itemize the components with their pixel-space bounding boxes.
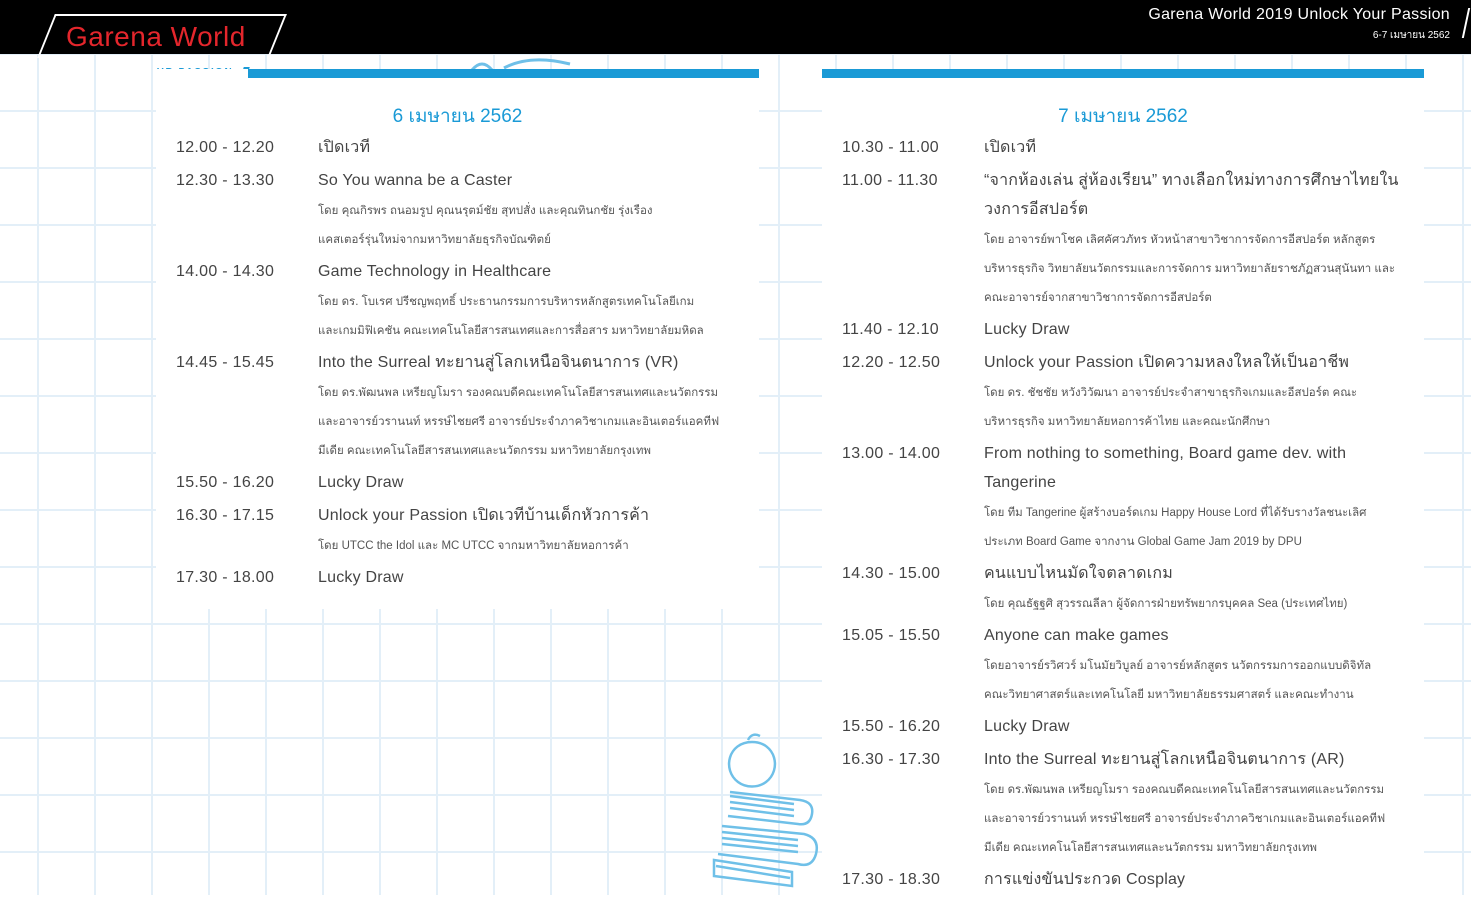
session-title: From nothing to something, Board game dev. with Tangerine: [984, 445, 1347, 491]
session-content: [984, 863, 1414, 896]
session-title: Game Technology in Healthcare: [318, 263, 552, 280]
session-content: [318, 346, 749, 466]
session-title: Lucky Draw: [318, 474, 404, 491]
schedule-row: [842, 743, 1414, 863]
session-speaker-detail: และอาจารย์วรานนท์ หรรษ์ไชยศรี อาจารย์ประจำภาควิชาเกมและอินเตอร์แอคทีฟ: [984, 813, 1386, 825]
session-time: 14.45 - 15.45: [176, 354, 275, 371]
session-content: [984, 346, 1414, 437]
session-title: Into the Surreal ทะยานสู่โลกเหนือจินตนาการ (VR): [318, 354, 679, 371]
day2-schedule-panel: [822, 69, 1424, 901]
session-content: [984, 164, 1414, 313]
session-speaker-detail: มีเดีย คณะเทคโนโลยีสารสนเทศและนวัตกรรม มหาวิทยาลัยกรุงเทพ: [984, 842, 1318, 854]
session-speaker-detail: โดย คุณธัฐฐศิ สุวรรณลีลา ผู้จัดการฝ่ายทรัพยากรบุคคล Sea (ประเทศไทย): [984, 598, 1348, 610]
session-content: [318, 131, 749, 164]
garena-world-logo[interactable]: Garena World: [66, 21, 246, 52]
session-speaker-detail: บริหารธุรกิจ มหาวิทยาลัยหอการค้าไทย และคณะนักศึกษา: [984, 416, 1271, 428]
session-time: 15.50 - 16.20: [176, 474, 275, 491]
event-header: [1148, 6, 1450, 43]
bottom-strip: [0, 895, 1471, 901]
session-title: Unlock your Passion เปิดความหลงใหลให้เป็นอาชีพ: [984, 354, 1350, 371]
day1-sessions: [176, 131, 749, 594]
session-speaker-detail: โดยอาจารย์รวิศวร์ มโนมัยวิบูลย์ อาจารย์หลักสูตร นวัตกรรมการออกแบบดิจิทัล: [984, 660, 1372, 672]
session-content: [318, 499, 749, 561]
session-content: [984, 437, 1414, 557]
schedule-row: [176, 499, 749, 561]
event-dates: 6-7 เมษายน 2562: [1372, 30, 1450, 41]
session-speaker-detail: มีเดีย คณะเทคโนโลยีสารสนเทศและนวัตกรรม มหาวิทยาลัยกรุงเทพ: [318, 445, 652, 457]
session-title: Into the Surreal ทะยานสู่โลกเหนือจินตนาการ (AR): [984, 751, 1345, 768]
session-content: [318, 255, 749, 346]
session-time: 15.50 - 16.20: [842, 718, 941, 735]
session-content: [984, 743, 1414, 863]
session-content: [318, 561, 749, 594]
schedule-row: [176, 346, 749, 466]
schedule-row: [842, 437, 1414, 557]
session-time: 14.00 - 14.30: [176, 263, 275, 280]
session-time: 12.30 - 13.30: [176, 172, 275, 189]
session-content: [984, 710, 1414, 743]
session-speaker-detail: แคสเตอร์รุ่นใหม่จากมหาวิทยาลัยธุรกิจบัณฑิตย์: [318, 234, 551, 246]
event-title: Garena World 2019 Unlock Your Passion: [1148, 6, 1450, 23]
session-title: คนแบบไหนมัดใจตลาดเกม: [984, 565, 1173, 582]
schedule-row: [842, 710, 1414, 743]
schedule-row: [842, 131, 1414, 164]
session-title: Unlock your Passion เปิดเวทีบ้านเด็กหัวการค้า: [318, 507, 650, 524]
session-content: [984, 619, 1414, 710]
session-time: 15.05 - 15.50: [842, 627, 941, 644]
session-speaker-detail: โดย ดร. โบเรศ ปรีชญพฤทธิ์ ประธานกรรมการบริหารหลักสูตรเทคโนโลยีเกม: [318, 296, 695, 308]
session-time: 10.30 - 11.00: [842, 139, 940, 156]
session-content: [984, 131, 1414, 164]
session-title: Lucky Draw: [318, 569, 404, 586]
session-time: 13.00 - 14.00: [842, 445, 941, 462]
session-speaker-detail: คณะวิทยาศาสตร์และเทคโนโลยี มหาวิทยาลัยธรรมศาสตร์ และคณะทำงาน: [984, 689, 1354, 701]
panel-accent-bar: [248, 69, 759, 78]
session-speaker-detail: โดย ดร.พัฒนพล เหรียญโมรา รองคณบดีคณะเทคโนโลยีสารสนเทศและนวัตกรรม: [984, 784, 1385, 796]
session-speaker-detail: และอาจารย์วรานนท์ หรรษ์ไชยศรี อาจารย์ประจำภาควิชาเกมและอินเตอร์แอคทีฟ: [318, 416, 720, 428]
schedule-row: [176, 255, 749, 346]
session-time: 16.30 - 17.30: [842, 751, 941, 768]
session-title: Lucky Draw: [984, 718, 1070, 735]
schedule-row: [842, 619, 1414, 710]
schedule-row: [842, 863, 1414, 896]
session-content: [318, 466, 749, 499]
session-time: 17.30 - 18.30: [842, 871, 941, 888]
session-time: 12.00 - 12.20: [176, 139, 275, 156]
session-time: 17.30 - 18.00: [176, 569, 275, 586]
session-content: [984, 557, 1414, 619]
session-speaker-detail: โดย ดร. ชัชชัย หวังวิวัฒนา อาจารย์ประจำสาขาธุรกิจเกมและอีสปอร์ต คณะ: [984, 387, 1358, 399]
day2-sessions: [842, 131, 1414, 896]
books-apple-illustration: [708, 730, 824, 890]
day1-schedule-panel: [156, 69, 759, 609]
session-content: [984, 313, 1414, 346]
session-speaker-detail: คณะอาจารย์จากสาขาวิชาการจัดการอีสปอร์ต: [984, 292, 1212, 304]
schedule-row: [176, 131, 749, 164]
session-speaker-detail: โดย UTCC the Idol และ MC UTCC จากมหาวิทยาลัยหอการค้า: [318, 540, 629, 552]
session-title: การแข่งขันประกวด Cosplay: [984, 871, 1186, 888]
top-bar: [0, 0, 1471, 54]
session-time: 14.30 - 15.00: [842, 565, 941, 582]
schedule-row: [842, 346, 1414, 437]
schedule-row: [176, 561, 749, 594]
session-speaker-detail: โดย คุณกิรพร ถนอมรูป คุณนรุตม์ชัย สุทปสั่ง และคุณทินกชัย รุ่งเรือง: [318, 205, 653, 217]
session-speaker-detail: โดย อาจารย์พาโชค เลิศคัศวภัทร หัวหน้าสาขาวิชาการจัดการอีสปอร์ต หลักสูตร: [984, 234, 1376, 246]
session-speaker-detail: โดย ดร.พัฒนพล เหรียญโมรา รองคณบดีคณะเทคโนโลยีสารสนเทศและนวัตกรรม: [318, 387, 719, 399]
session-title: เปิดเวที: [984, 139, 1037, 156]
session-time: 11.40 - 12.10: [842, 321, 940, 338]
session-title: Lucky Draw: [984, 321, 1070, 338]
session-time: 16.30 - 17.15: [176, 507, 275, 524]
session-title: “จากห้องเล่น สู่ห้องเรียน” ทางเลือกใหม่ทางการศึกษาไทยใน วงการอีสปอร์ต: [984, 172, 1399, 218]
schedule-row: [842, 557, 1414, 619]
edge-mark: [1462, 8, 1471, 38]
day1-date: 6 เมษายน 2562: [392, 106, 523, 127]
session-time: 12.20 - 12.50: [842, 354, 941, 371]
session-title: Anyone can make games: [984, 627, 1169, 644]
schedule-row: [176, 164, 749, 255]
session-content: [318, 164, 749, 255]
session-title: So You wanna be a Caster: [318, 172, 513, 189]
session-speaker-detail: บริหารธุรกิจ วิทยาลัยนวัตกรรมและการจัดการ มหาวิทยาลัยราชภัฏสวนสุนันทา และ: [984, 263, 1396, 275]
schedule-row: [176, 466, 749, 499]
session-speaker-detail: และเกมมิฟิเคชัน คณะเทคโนโลยีสารสนเทศและการสื่อสาร มหาวิทยาลัยมหิดล: [318, 325, 704, 337]
session-time: 11.00 - 11.30: [842, 172, 938, 189]
session-speaker-detail: โดย ทีม Tangerine ผู้สร้างบอร์ดเกม Happy House Lord ที่ได้รับรางวัลชนะเลิศ: [984, 507, 1367, 519]
panel-accent-bar: [822, 69, 1424, 78]
session-title: เปิดเวที: [318, 139, 371, 156]
session-speaker-detail: ประเภท Board Game จากงาน Global Game Jam 2019 by DPU: [984, 536, 1302, 548]
day2-date: 7 เมษายน 2562: [1058, 106, 1188, 127]
schedule-row: [842, 164, 1414, 313]
schedule-row: [842, 313, 1414, 346]
